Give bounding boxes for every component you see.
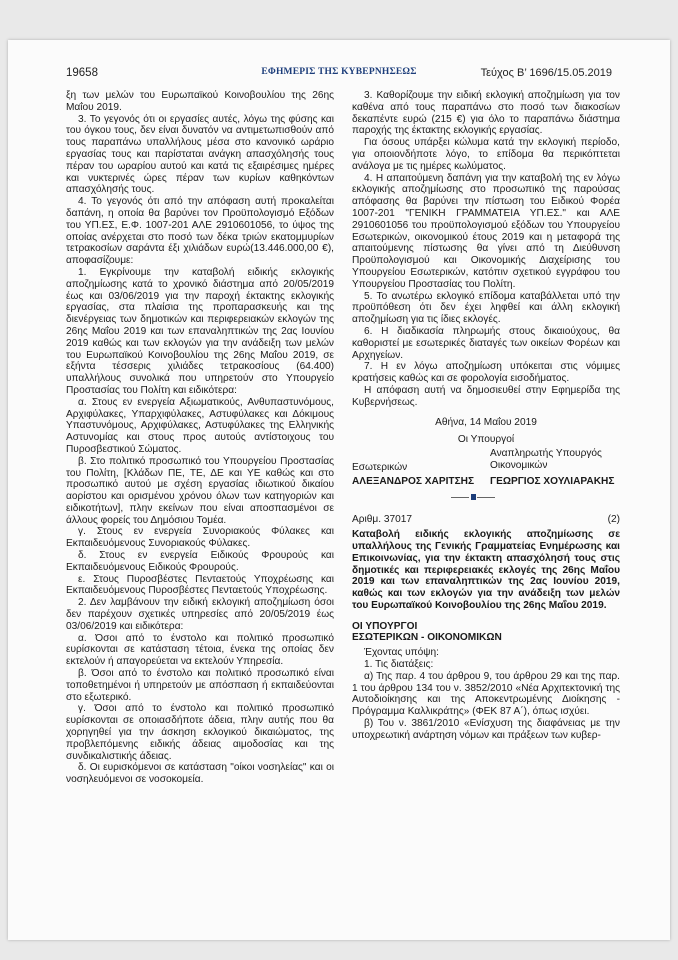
signatory-name-right: ΓΕΩΡΓΙΟΣ ΧΟΥΛΙΑΡΑΚΗΣ	[490, 476, 615, 488]
paragraph: γ. Στους εν ενεργεία Συνοριακούς Φύλακες και Εκπαιδευόμενους Συνοριακούς Φύλακες.	[66, 526, 334, 550]
signatory-title-left: Εσωτερικών	[352, 462, 408, 474]
paragraph: Έχοντας υπόψη:	[364, 647, 439, 659]
decision-heading-line1: ΟΙ ΥΠΟΥΡΓΟΙ	[352, 620, 418, 632]
page-header	[8, 67, 670, 83]
signature-block	[352, 448, 620, 488]
signatory-title-right: Αναπληρωτής Υπουργός Οικονομικών	[490, 448, 602, 471]
signatory-name-left: ΑΛΕΞΑΝΔΡΟΣ ΧΑΡΙΤΣΗΣ	[352, 476, 475, 488]
paragraph: α) Της παρ. 4 του άρθρου 9, του άρθρου 29 και της παρ. 1 του άρθρου 134 του ν. 3852/2010 «Νέα Αρχιτεκτονική της Αυτοδιοίκησης και της Αποκεντρωμένης Διοίκησης - Πρόγραμμα Καλλικράτης» (ΦΕΚ 87 Α΄), όπως ισχύει.	[352, 670, 620, 718]
place-date: Αθήνα, 14 Μαΐου 2019	[435, 416, 537, 428]
paragraph: Για όσους υπάρξει κώλυμα κατά την εκλογική περίοδο, για οποιονδήποτε λόγο, το επίδομα θα περικόπτεται ανάλογα με τις ημέρες κωλύματος.	[352, 137, 620, 172]
paragraph: 3. Καθορίζουμε την ειδική εκλογική αποζημίωση για τον καθένα από τους παραπάνω στο ποσό των διακοσίων δεκαπέντε ευρώ (215 €) για όλο το παραπάνω διάστημα παροχής της έκτακτης εκλογικής εργασίας.	[352, 90, 620, 137]
decision-index: (2)	[607, 514, 620, 526]
paragraph: β. Στο πολιτικό προσωπικό του Υπουργείου Προστασίας του Πολίτη, [Κλάδων ΠΕ, ΤΕ, ΔΕ και ΥΕ καθώς και στο προσωπικό αυτού με σχέση εργασίας ιδιωτικού δικαίου αορίστου και ορισμένου χρόνου όλων των κατηγοριών και ειδικοτήτων], πλην εκείνων που είναι αποσπασμένοι σε άλλους φορείς του Δημόσιου Τομέα.	[66, 455, 334, 526]
paragraph: α. Στους εν ενεργεία Αξιωματικούς, Ανθυπαστυνόμους, Αρχιφύλακες, Υπαρχιφύλακες, Αστυφύλακες και Δόκιμους Υπαστυνόμους, Αρχιφύλακες, Αστυφύλακες της Ελληνικής Αστυνομίας και στους προς αυτούς αντίστοιχους του Πυροσβεστικού Σώματος.	[66, 396, 334, 455]
paragraph: α. Όσοι από το ένστολο και πολιτικό προσωπικό ευρίσκονται σε κατάσταση τέτοια, ένεκα της οποίας δεν εκτελούν ή απαγορεύεται να εκτελούν Υπηρεσία.	[66, 632, 334, 668]
section-separator	[352, 494, 620, 502]
paragraph: 7. Η εν λόγω αποζημίωση υπόκειται στις νόμιμες κρατήσεις καθώς και σε φορολογία εισοδήματος.	[352, 361, 620, 385]
paragraph: 5. Το ανωτέρω εκλογικό επίδομα καταβάλλεται υπό την προϋπόθεση ότι δεν έχει ληφθεί και άλλη εκλογική αποζημίωση για τις ίδιες εκλογές.	[352, 290, 620, 326]
gazette-page	[8, 40, 670, 940]
publication-title: ΕΦΗΜΕΡΙΣ ΤΗΣ ΚΥΒΕΡΝΗΣΕΩΣ	[261, 67, 417, 77]
paragraph: 4. Η απαιτούμενη δαπάνη για την καταβολή της εν λόγω εκλογικής αποζημίωσης στο προσωπικό της παρούσας απόφασης θα βαρύνει την πίστωση του Ειδικού Φορέα 1007-201 "ΓΕΝΙΚΗ ΓΡΑΜΜΑΤΕΙΑ ΥΠ.ΕΣ." και ΑΛΕ 2910601056 του προϋπολογισμού εξόδων του Υπουργείου Εσωτερικών, οικονομικού έτους 2019 και η μεταφορά της απαιτούμενης πίστωσης θα γίνει από τη Διεύθυνση Προϋπολογισμού και Οικονομικής Διαχείρισης του Υπουργείου Εσωτερικών, κατόπιν σχετικού εγγράφου του Υπουργείου Προστασίας του Πολίτη.	[352, 172, 620, 290]
paragraph: δ. Οι ευρισκόμενοι σε κατάσταση "οίκοι νοσηλείας" και οι νοσηλευόμενοι σε νοσοκομεία.	[66, 762, 334, 786]
paragraph: ξη των μελών του Ευρωπαϊκού Κοινοβουλίου της 26ης Μαΐου 2019.	[66, 90, 334, 113]
right-column	[352, 90, 620, 925]
decision-number-line	[352, 514, 620, 526]
paragraph: Η απόφαση αυτή να δημοσιευθεί στην Εφημερίδα της Κυβερνήσεως.	[352, 384, 620, 408]
paragraph: γ. Όσοι από το ένστολο και πολιτικό προσωπικό ευρίσκονται σε οποιασδήποτε άδεια, πλην αυτής που θα χορηγηθεί για την άσκηση εκλογικού δικαιώματος, της προβλεπόμενης ειδικής άδειας αιμοδοσίας και της συνδικαλιστικής άδειας.	[66, 703, 334, 762]
decision-number: Αριθμ. 37017	[352, 514, 413, 526]
paragraph: ε. Στους Πυροσβέστες Πενταετούς Υποχρέωσης και Εκπαιδευόμενους Πυροσβέστες Πενταετούς Υποχρέωσης.	[66, 573, 334, 597]
decision-heading-line2: ΕΣΩΤΕΡΙΚΩΝ - ΟΙΚΟΝΟΜΙΚΩΝ	[352, 632, 502, 644]
paragraph: δ. Στους εν ενεργεία Ειδικούς Φρουρούς και Εκπαιδευόμενους Ειδικούς Φρουρούς.	[66, 550, 334, 573]
paragraph: 3. Το γεγονός ότι οι εργασίες αυτές, λόγω της φύσης και του όγκου τους, δεν είναι δυνατόν να αντιμετωπισθούν από τους παραπάνω υπαλλήλους μέσα στο κανονικό ωράριο εργασίας τους και παρίσταται ανάγκη απασχόλησής τους πέραν του ωραρίου αυτού και κατά τις εξαιρέσιμες ημέρες και νυκτερινές ώρες πέραν των κυρίων καθηκόντων απασχόλησής τους.	[66, 113, 334, 196]
left-column	[66, 90, 334, 925]
paragraph: β) Του ν. 3861/2010 «Ενίσχυση της διαφάνειας με την υποχρεωτική ανάρτηση νόμων και πράξεων των κυβερ-	[352, 718, 620, 741]
paragraph: β. Όσοι από το ένστολο και πολιτικό προσωπικό είναι τοποθετημένοι ή υπηρετούν με απόσπαση ή εκπαιδεύονται στο εξωτερικό.	[66, 668, 334, 703]
paragraph: 1. Εγκρίνουμε την καταβολή ειδικής εκλογικής αποζημίωσης κατά το χρονικό διάστημα από 20/05/2019 έως και 03/06/2019 για την παροχή έκτακτης εκλογικής εργασίας, στα πλαίσια της προπαρασκευής και της διενέργειας των δημοτικών και περιφερειακών εκλογών της 26ης Μαΐου 2019 και των επαναληπτικών της 2ας Ιουνίου 2019 καθώς και των εκλογών για την ανάδειξη των μελών του Ευρωπαϊκού Κοινοβουλίου της 26ης Μαΐου 2019, σε εξήντα τέσσερις χιλιάδες τετρακοσίους (64.400) υπαλλήλους συνολικά που υπηρετούν στο Υπουργείο Προστασίας του Πολίτη και ειδικότερα:	[66, 266, 334, 396]
paragraph: 2. Δεν λαμβάνουν την ειδική εκλογική αποζημίωση όσοι δεν παρέχουν σχετικές υπηρεσίες από 20/05/2019 έως 03/06/2019 και ειδικότερα:	[66, 597, 334, 632]
page-number: 19658	[66, 67, 98, 79]
issue-reference: Τεύχος Β’ 1696/15.05.2019	[480, 67, 612, 79]
decision-title: Καταβολή ειδικής εκλογικής αποζημίωσης σε υπαλλήλους της Γενικής Γραμματείας Ενημέρωσης και Επικοινωνίας, για την έκτακτη απασχόλησή τους στις δημοτικές και περιφερειακές εκλογές της 26ης Μαΐου 2019 και των επαναληπτικών της 2ας Ιουνίου 2019, καθώς και των εκλογών για την ανάδειξη των μελών του Ευρωπαϊκού Κοινοβουλίου της 26ης Μαΐου 2019.	[352, 529, 620, 611]
paragraph: 6. Η διαδικασία πληρωμής στους δικαιούχους, θα καθοριστεί με εσωτερικές διαταγές των οικείων Φορέων και Αρχηγείων.	[352, 325, 620, 361]
ministers-label: Οι Υπουργοί	[457, 434, 515, 446]
paragraph: 4. Το γεγονός ότι από την απόφαση αυτή προκαλείται δαπάνη, η οποία θα βαρύνει τον Προϋπολογισμό Εξόδων του ΥΠ.ΕΣ, Ε.Φ. 1007-201 ΑΛΕ 2910601056, το ύψος της οποίας ανέρχεται στο ποσό των δέκα τριών εκατομμυρίων τετρακοσίων σαράντα έξι χιλιάδων ευρώ(13.446.000,00 €), αποφασίζουμε:	[66, 196, 334, 267]
paragraph: 1. Τις διατάξεις:	[364, 659, 434, 671]
